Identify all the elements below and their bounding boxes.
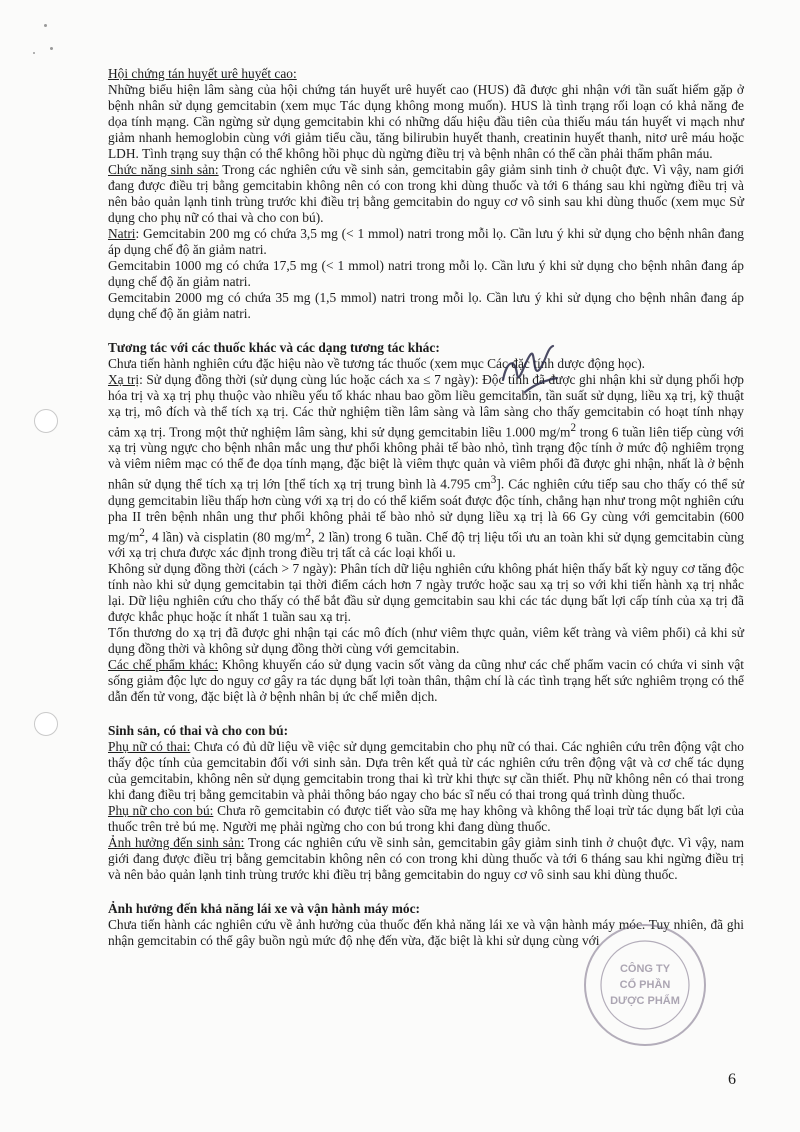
driving-heading: Ảnh hưởng đến khả năng lái xe và vận hành máy móc: [108,901,420,917]
sodium-paragraph-2000: Gemcitabin 2000 mg có chứa 35 mg (1,5 mmol) natri trong mỗi lọ. Cần lưu ý khi sử dụng cho bệnh nhân đang áp dụng chế độ ăn giảm natri. [108,290,744,321]
interactions-heading: Tương tác với các thuốc khác và các dạng tương tác khác: [108,340,440,355]
scan-speck [50,47,53,50]
page-number: 6 [728,1071,736,1088]
fertility-paragraph: Chức năng sinh sản: Trong các nghiên cứu về sinh sản, gemcitabin gây giảm sinh tinh ở chuột đực. Vì vậy, nam giới đang được điều trị bằng gemcitabin không nên có con trong khi dùng thuốc và tới 6 tháng sau khi ngừng điều trị và nên bảo quản lạnh tinh trùng trước khi điều trị bằng gemcitabin do nguy cơ vô sinh sau khi dùng thuốc (xem mục Sử dụng cho phụ nữ có thai và cho con bú). [108,162,744,225]
sodium-paragraph-1000: Gemcitabin 1000 mg có chứa 17,5 mg (< 1 mmol) natri trong mỗi lọ. Cần lưu ý khi sử dụng cho bệnh nhân đang áp dụng chế độ ăn giảm natri. [108,258,744,289]
stamp-line1: CÔNG TY [619,963,671,975]
hus-heading: Hội chứng tán huyết urê huyết cao: [108,66,297,81]
pregnant-women-paragraph: Phụ nữ có thai: Chưa có đủ dữ liệu về việc sử dụng gemcitabin cho phụ nữ có thai. Các nghiên cứu trên động vật cho thấy độc tính của gemcitabin đối với sinh sản. Dựa trên kết quả từ các nghiên cứu trên động vật và cơ chế tác dụng của gemcitabin, không nên sử dụng gemcitabin trong thai kì trừ khi thực sự cần thiết. Phụ nữ không nên có thai trong khi đang điều trị bằng gemcitabin và phải thông báo ngay cho bác sĩ nếu có thai trong quá trình dùng thuốc. [108,739,744,803]
other-products-paragraph: Các chế phẩm khác: Không khuyến cáo sử dụng vacin sốt vàng da cũng như các chế phẩm vacin có chứa vi sinh vật sống giảm độc lực do nguy cơ gây ra tác dụng bất lợi toàn thân, thậm chí là các tình trạng hết sức nghiêm trọng có thể dẫn đến tử vong, đặc biệt là ở bệnh nhân bị ức chế miễn dịch. [108,657,744,705]
document-body [108,66,744,949]
pregnancy-heading: Sinh sản, có thai và cho con bú: [108,723,289,739]
stamp-line2: CỔ PHẦN [619,979,671,991]
hus-paragraph: Những biểu hiện lâm sàng của hội chứng tán huyết urê huyết cao (HUS) đã được ghi nhận với tần suất hiếm gặp ở bệnh nhân sử dụng gemcitabin (xem mục Tác dụng không mong muốn). HUS là tình trạng rối loạn có khả năng đe dọa tính mạng. Cần ngừng sử dụng gemcitabin khi có những dấu hiệu đầu tiên của thiếu máu tán huyết vi mạch như giảm nhanh hemoglobin cùng với giảm tiểu cầu, tăng bilirubin huyết thanh, creatinin huyết thanh, nitơ urê máu hoặc LDH. Tình trạng suy thận có thể không hồi phục dù ngừng điều trị và bệnh nhân có thể cần phải thẩm phân máu. [108,82,744,161]
nonconcurrent-paragraph: Không sử dụng đồng thời (cách > 7 ngày): Phân tích dữ liệu nghiên cứu không phát hiện thấy bất kỳ nguy cơ tăng độc tính nào khi sử dụng gemcitabin tại thời điểm cách hơn 7 ngày trước hoặc sau xạ trị so với khi tiến hành xạ trị nhắc lại. Dữ liệu nghiên cứu cho thấy có thể bắt đầu sử dụng gemcitabin sau khi các tác dụng bất lợi cấp tính của xạ trị đã được khắc phục hoặc ít nhất 1 tuần sau xạ trị. [108,561,744,625]
handwritten-signature [495,340,565,400]
punch-hole-top [34,409,58,433]
scan-speck [44,24,47,27]
driving-paragraph: Chưa tiến hành các nghiên cứu về ảnh hưởng của thuốc đến khả năng lái xe và vận hành máy móc. Tuy nhiên, đã ghi nhận gemcitabin có thể gây buồn ngủ mức độ nhẹ đến vừa, đặc biệt là khi sử dụng cùng với [108,917,744,949]
scan-speck [33,52,35,54]
breastfeeding-paragraph: Phụ nữ cho con bú: Chưa rõ gemcitabin có được tiết vào sữa mẹ hay không và không thể loại trừ tác dụng bất lợi của thuốc trên trẻ bú mẹ. Người mẹ phải ngừng cho con bú trong khi đang dùng thuốc. [108,803,744,835]
radiotherapy-paragraph: Xạ trị: Sử dụng đồng thời (sử dụng cùng lúc hoặc cách xa ≤ 7 ngày): Độc tính đã được ghi nhận khi sử dụng phối hợp hóa trị và xạ trị phụ thuộc vào nhiều yếu tố khác nhau bao gồm liều gemcitabin, tần suất sử dụng, liều xạ trị, kỹ thuật xạ trị, mô đích và thể tích xạ trị. Các thử nghiệm tiền lâm sàng và lâm sàng cho thấy gemcitabin có hoạt tính nhạy cảm xạ trị. Trong một thử nghiệm lâm sàng, khi sử dụng gemcitabin liều 1.000 $mg/m^2$ trong 6 tuần liên tiếp cùng với xạ trị vùng ngực cho bệnh nhân mắc ung thư phổi không phải tế bào nhỏ, tình trạng độc tính ở mức độ nghiêm trọng và viêm niêm mạc có thể đe dọa tính mạng, đặc biệt là viêm thực quản và viêm phổi đã được ghi nhận, nhất là ở bệnh nhân sử dụng thể tích xạ trị lớn [thể tích xạ trị trung bình là 4.795 $cm^3$]. Các nghiên cứu tiếp sau cho thấy có thể sử dụng gemcitabin liều thấp hơn cùng với xạ trị do có thể kiểm soát được độc tính, chẳng hạn như trong một nghiên cứu pha II trên bệnh nhân ung thư phổi không phải tế bào nhỏ sử dụng liều xạ trị là 66 Gy cùng với gemcitabin (600 $mg/m^2$, 4 lần) và cisplatin (80 $mg/m^2$, 2 lần) trong 6 tuần. Chế độ trị liệu tối ưu an toàn khi sử dụng gemcitabin cùng với xạ trị chưa được xác định trong điều trị tất cả các loại khối u. [108,372,744,561]
fertility-effects-paragraph: Ảnh hưởng đến sinh sản: Trong các nghiên cứu về sinh sản, gemcitabin gây giảm sinh tinh ở chuột đực. Vì vậy, nam giới đang được điều trị bằng gemcitabin không nên có con trong khi dùng thuốc và tới 6 tháng sau khi ngừng điều trị và nên bảo quản lạnh tinh trùng trước khi điều trị bằng gemcitabin do nguy cơ vô sinh sau khi dùng thuốc. [108,835,744,883]
stamp-line3: DƯỢC PHẨM [610,995,680,1007]
radiation-recall-paragraph: Tổn thương do xạ trị đã được ghi nhận tại các mô đích (như viêm thực quản, viêm kết tràng và viêm phổi) cả khi sử dụng đồng thời và không sử dụng đồng thời cùng với gemcitabin. [108,625,744,657]
company-stamp [580,920,710,1050]
punch-hole-bottom [34,712,58,736]
sodium-paragraph-200: Natri: Gemcitabin 200 mg có chứa 3,5 mg (< 1 mmol) natri trong mỗi lọ. Cần lưu ý khi sử dụng cho bệnh nhân đang áp dụng chế độ ăn giảm natri. [108,226,744,257]
interactions-intro: Chưa tiến hành nghiên cứu đặc hiệu nào về tương tác thuốc (xem mục Các đặc tính dược động học). [108,356,645,371]
